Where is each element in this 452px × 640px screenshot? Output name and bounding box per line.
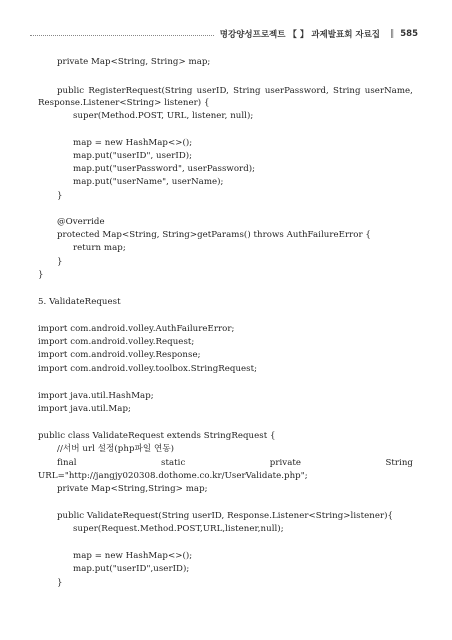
code-line: map.put("userID", userID); bbox=[73, 151, 193, 161]
page-header bbox=[30, 27, 418, 41]
code-segment: userID, bbox=[196, 86, 229, 96]
code-line: import java.util.HashMap; bbox=[38, 391, 154, 401]
header-dotted-leader bbox=[30, 35, 214, 36]
code-line: import com.android.volley.Request; bbox=[38, 337, 195, 347]
code-line: } bbox=[57, 578, 63, 588]
code-line: Response.Listener<String> listener) { bbox=[38, 98, 210, 108]
code-line: map = new HashMap<>(); bbox=[73, 551, 193, 561]
code-comment: //서버 url 설정(php파일 연동) bbox=[57, 444, 175, 454]
code-line: public ValidateRequest(String userID, Response.Listener<String>listener){ bbox=[57, 511, 394, 521]
page-number: 585 bbox=[400, 29, 418, 39]
section-heading: 5. ValidateRequest bbox=[38, 297, 121, 307]
code-segment: String bbox=[233, 86, 261, 96]
code-line: super(Request.Method.POST,URL,listener,null); bbox=[73, 524, 284, 534]
code-line: super(Method.POST, URL, listener, null); bbox=[73, 111, 254, 121]
code-line: } bbox=[57, 257, 63, 267]
code-line: import com.android.volley.toolbox.StringRequest; bbox=[38, 364, 258, 374]
header-separator: ‖ bbox=[390, 29, 395, 39]
code-line: } bbox=[38, 270, 44, 280]
code-line: public class ValidateRequest extends StringRequest { bbox=[38, 431, 276, 441]
code-line: map.put("userPassword", userPassword); bbox=[73, 164, 256, 174]
code-segment: String bbox=[333, 86, 361, 96]
code-segment: userPassword, bbox=[264, 86, 329, 96]
code-line: map.put("userName", userName); bbox=[73, 177, 224, 187]
code-line: import com.android.volley.Response; bbox=[38, 350, 201, 360]
code-line: import java.util.Map; bbox=[38, 404, 131, 414]
code-segment: String bbox=[385, 458, 413, 468]
code-line: map = new HashMap<>(); bbox=[73, 138, 193, 148]
code-line: URL="http://jangjy020308.dothome.co.kr/UserValidate.php"; bbox=[38, 471, 308, 481]
code-line-justified bbox=[57, 458, 413, 469]
code-line: } bbox=[57, 191, 63, 201]
code-line: return map; bbox=[73, 243, 126, 253]
code-line-justified bbox=[57, 86, 413, 97]
code-segment: static bbox=[161, 458, 186, 468]
code-segment: public bbox=[57, 86, 85, 96]
code-line: import com.android.volley.AuthFailureError; bbox=[38, 324, 235, 334]
code-line: @Override bbox=[57, 217, 105, 227]
code-line: protected Map<String, String>getParams() throws AuthFailureError { bbox=[57, 230, 371, 240]
code-segment: RegisterRequest(String bbox=[88, 86, 193, 96]
code-segment: userName, bbox=[364, 86, 413, 96]
code-line: private Map<String, String> map; bbox=[57, 57, 211, 67]
header-title: 명강양성프로젝트 【 】 과제발표회 자료집 bbox=[219, 30, 380, 40]
code-line: map.put("userID",userID); bbox=[73, 564, 190, 574]
code-segment: final bbox=[57, 458, 77, 468]
code-line: private Map<String,String> map; bbox=[57, 484, 208, 494]
code-segment: private bbox=[269, 458, 302, 468]
